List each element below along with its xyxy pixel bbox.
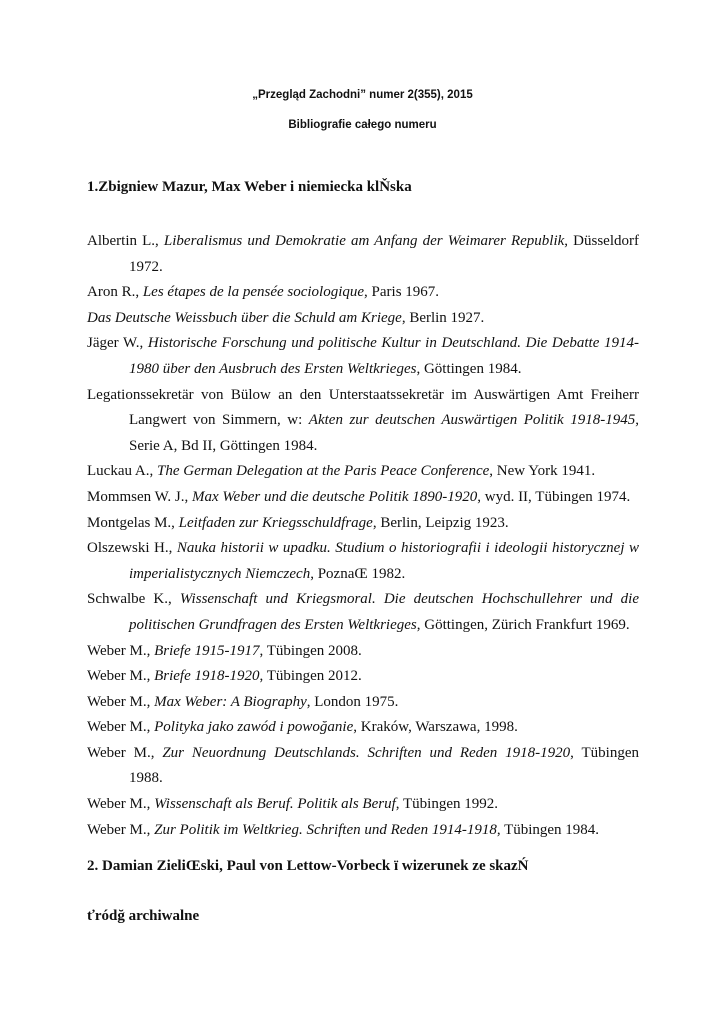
reference-author: Weber M., <box>87 821 155 838</box>
reference-publication: , Tübingen 1984. <box>496 821 600 838</box>
reference-author: Schwalbe K., <box>87 591 180 608</box>
reference-title: Max Weber und die deutsche Politik 1890-1920 <box>192 488 478 505</box>
reference-entry <box>87 459 639 485</box>
reference-author: Luckau A., <box>87 463 157 480</box>
reference-author: Weber M., <box>87 693 155 710</box>
reference-title: Briefe 1915-1917 <box>154 642 260 659</box>
reference-author: Aron R., <box>87 284 143 301</box>
section-2-title-continued: ťródğ archiwalne <box>87 908 200 924</box>
reference-entry <box>87 306 639 332</box>
reference-publication: , wyd. II, Tübingen 1974. <box>477 488 631 505</box>
reference-title: Zur Politik im Weltkrieg. Schriften und Reden 1914-1918 <box>154 821 497 838</box>
reference-title: The German Delegation at the Paris Peace Conference <box>156 463 490 480</box>
reference-title: Nauka historii w upadku. Studium o historiografii i ideologii historycznej w imperialistycznych Niemczech <box>129 540 640 582</box>
reference-entry <box>87 639 639 665</box>
reference-entry <box>87 792 639 818</box>
reference-title: Wissenschaft und Kriegsmoral. Die deutschen Hochschullehrer und die politischen Grundfragen des Ersten Weltkrieges <box>129 591 639 633</box>
reference-publication: , Kraków, Warszawa, 1998. <box>353 719 518 736</box>
reference-title: Liberalismus und Demokratie am Anfang der Weimarer Republik <box>163 233 565 249</box>
reference-publication: , PoznaŒ 1982. <box>310 565 406 582</box>
reference-entry <box>87 485 639 511</box>
reference-title: Les étapes de la pensée sociologique <box>142 284 365 301</box>
reference-title: Leitfaden zur Kriegsschuldfrage <box>178 514 373 531</box>
reference-entry <box>87 536 639 587</box>
reference-publication: , Tübingen 2008. <box>259 642 362 659</box>
reference-publication: , Göttingen, Zürich Frankfurt 1969. <box>416 616 630 633</box>
reference-title: Briefe 1918-1920 <box>154 668 260 685</box>
reference-entry <box>87 383 639 460</box>
reference-title: Das Deutsche Weissbuch über die Schuld am Kriege <box>87 309 402 326</box>
reference-author: Weber M., <box>87 642 155 659</box>
reference-title: Wissenschaft als Beruf. Politik als Beruf <box>154 796 396 813</box>
reference-title: Zur Neuordnung Deutschlands. Schriften und Reden 1918-1920 <box>162 744 571 761</box>
reference-author: Weber M., <box>87 796 155 813</box>
reference-publication: , London 1975. <box>306 693 399 710</box>
reference-publication: , Berlin 1927. <box>401 309 485 326</box>
reference-publication: , Tübingen 1992. <box>395 796 498 813</box>
reference-list <box>87 229 639 843</box>
reference-entry <box>87 280 639 306</box>
reference-author: Olszewski H., <box>87 540 177 557</box>
bibliography-subtitle: Bibliografie całego numeru <box>288 119 437 131</box>
reference-entry <box>87 331 639 382</box>
reference-entry <box>87 741 639 792</box>
reference-author: Mommsen W. J., <box>87 488 193 505</box>
reference-author: Jäger W., <box>87 335 148 352</box>
reference-entry <box>87 690 639 716</box>
reference-author: Weber M., <box>87 719 155 736</box>
reference-entry <box>87 664 639 690</box>
reference-author: Weber M., <box>87 668 155 685</box>
reference-publication: , New York 1941. <box>489 463 596 480</box>
reference-entry <box>87 511 639 537</box>
reference-publication: , Düsseldorf 1972. <box>129 233 639 275</box>
reference-author: Albertin L., <box>87 233 164 249</box>
reference-entry <box>87 229 639 280</box>
reference-entry <box>87 818 639 844</box>
reference-title: Max Weber: A Biography <box>154 693 307 710</box>
reference-author: Montgelas M., <box>87 514 179 531</box>
section-2-title: 2. Damian ZieliŒski, Paul von Lettow-Vorbeck ï wizerunek ze skazŃ <box>87 858 529 874</box>
reference-title: Akten zur deutschen Auswärtigen Politik 1918-1945 <box>308 412 636 429</box>
reference-entry <box>87 587 639 638</box>
reference-publication: , Serie A, Bd II, Göttingen 1984. <box>129 412 639 454</box>
reference-publication: , Tübingen 2012. <box>259 668 362 685</box>
journal-header: „Przegląd Zachodni” numer 2(355), 2015 <box>252 89 473 101</box>
reference-title: Polityka jako zawód i powoğanie <box>154 719 354 736</box>
reference-author: Weber M., <box>87 744 163 761</box>
section-1-title: 1.Zbigniew Mazur, Max Weber i niemiecka klŇska <box>87 179 412 195</box>
reference-publication: , Paris 1967. <box>364 284 440 301</box>
reference-author: Legationssekretär von Bülow an den Unterstaatssekretär im Auswärtigen Amt Freiherr Langwert von Simmern, w: <box>87 386 639 429</box>
reference-publication: , Berlin, Leipzig 1923. <box>372 514 509 531</box>
reference-entry <box>87 715 639 741</box>
reference-publication: , Göttingen 1984. <box>416 360 522 377</box>
reference-title: Historische Forschung und politische Kultur in Deutschland. Die Debatte 1914-1980 über den Ausbruch des Ersten Weltkrieges <box>129 335 639 377</box>
reference-publication: , Tübingen 1988. <box>129 744 639 787</box>
